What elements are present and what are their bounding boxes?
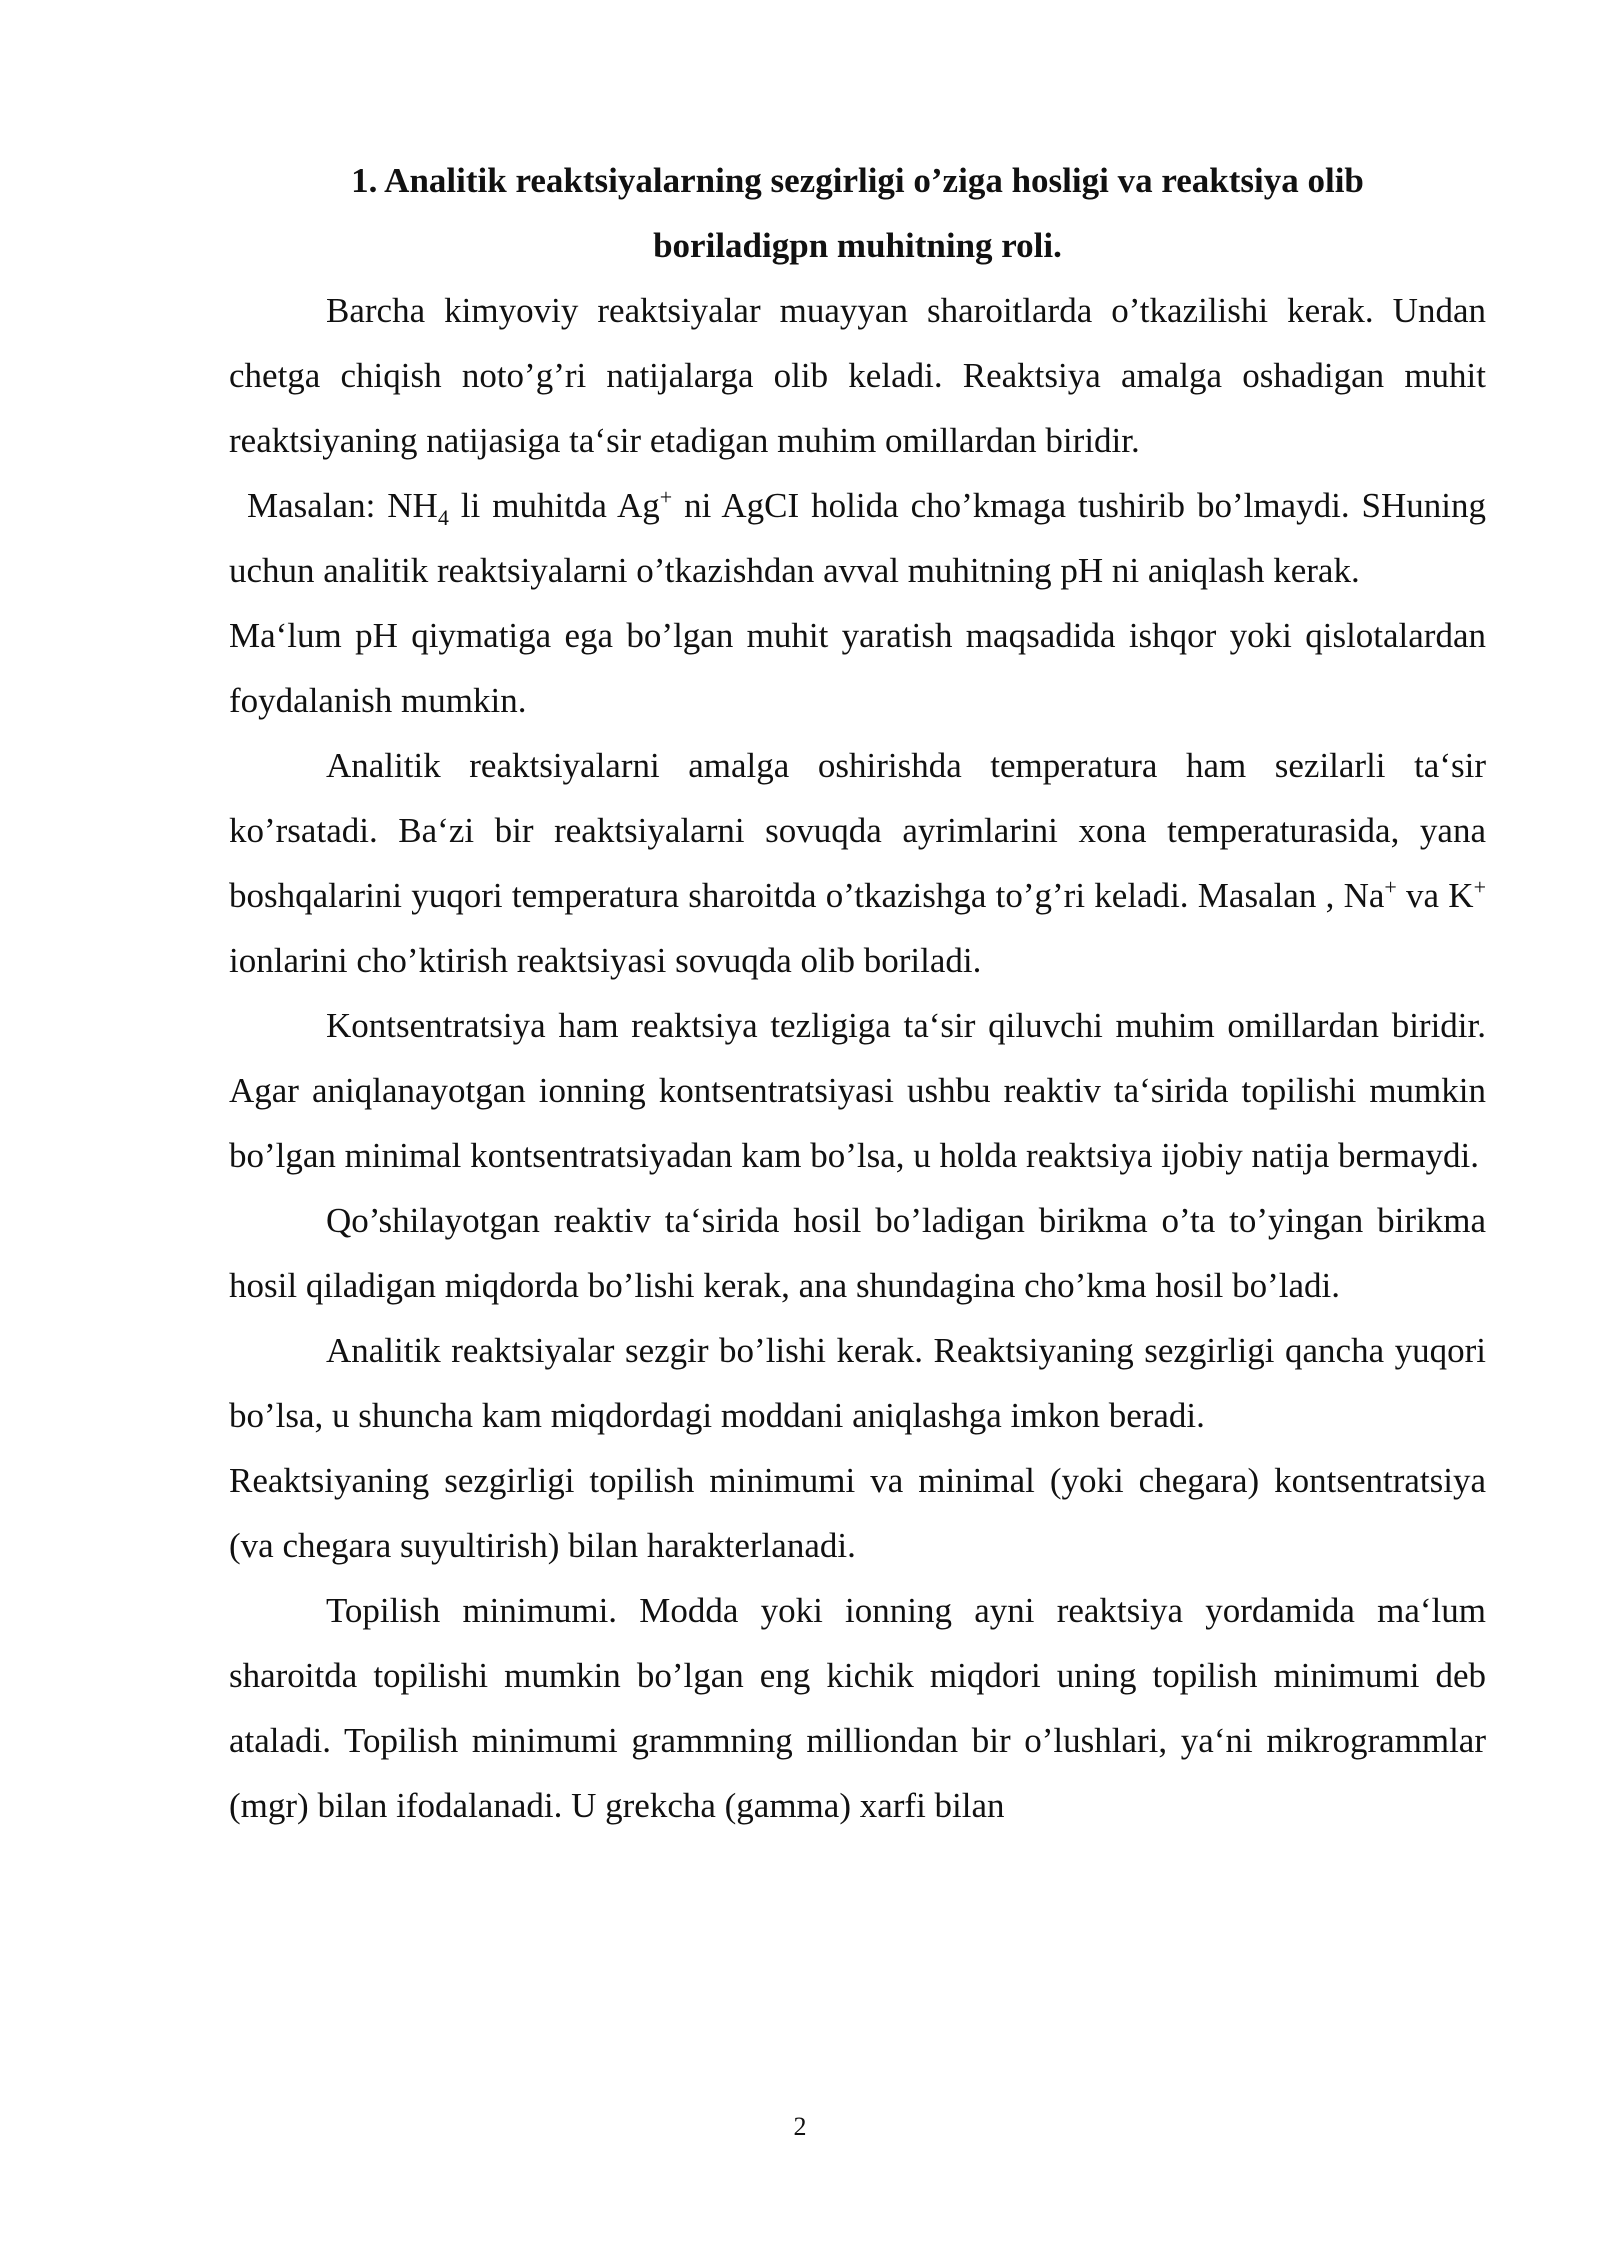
paragraph-9: Topilish minimumi. Modda yoki ionning ayni reaktsiya yordamida ma‘lum sharoitda topilishi mumkin bo’lgan eng kichik miqdori uning topilish minimumi deb ataladi. Topilish minimumi grammning milliondan bir o’lushlari, ya‘ni mikrogrammlar (mgr) bilan ifodalanadi. U grekcha (gamma) xarfi bilan	[229, 1591, 1486, 1825]
paragraph-5: Kontsentratsiya ham reaktsiya tezligiga ta‘sir qiluvchi muhim omillardan biridir. Agar aniqlanayotgan ionning kontsentratsiyasi ushbu reaktiv ta‘sirida topilishi mumkin bo’lgan minimal kontsentratsiyadan kam bo’lsa, u holda reaktsiya ijobiy natija bermaydi.	[229, 1006, 1486, 1175]
paragraph-3: Ma‘lum pH qiymatiga ega bo’lgan muhit yaratish maqsadida ishqor yoki qislotalardan foydalanish mumkin.	[229, 616, 1486, 720]
superscript-plus-k: +	[1473, 874, 1487, 900]
superscript-plus-na: +	[1384, 874, 1397, 900]
paragraph-2-text-a: Masalan: NH	[247, 486, 438, 525]
paragraph-4	[229, 733, 1486, 993]
document-page	[229, 148, 1486, 1838]
paragraph-1: Barcha kimyoviy reaktsiyalar muayyan sharoitlarda o’tkazilishi kerak. Undan chetga chiqish noto’g’ri natijalarga olib keladi. Reaktsiya amalga oshadigan muhit reaktsiyaning natijasiga ta‘sir etadigan muhim omillardan biridir.	[229, 291, 1486, 460]
paragraph-4-text-c: ionlarini cho’ktirish reaktsiyasi sovuqda olib boriladi.	[229, 941, 982, 980]
subscript-4: 4	[437, 505, 449, 530]
document-title-line1: 1. Analitik reaktsiyalarning sezgirligi o’ziga hosligi va reaktsiya olib	[351, 161, 1364, 200]
paragraph-8: Reaktsiyaning sezgirligi topilish minimumi va minimal (yoki chegara) kontsentratsiya (va chegara suyultirish) bilan harakterlanadi.	[229, 1461, 1486, 1565]
paragraph-4-text-a: Analitik reaktsiyalarni amalga oshirishda temperatura ham sezilarli ta‘sir ko’rsatadi. Ba‘zi bir reaktsiyalarni sovuqda ayrimlarini xona temperaturasida, yana boshqalarini yuqori temperatura sharoitda o’tkazishga to’g’ri keladi. Masalan , Na	[229, 746, 1486, 915]
paragraph-2-text-c: ni AgCI holida cho’kmaga tushirib bo’lmaydi. SHuning uchun analitik reaktsiyalarni o’tkazishdan avval muhitning pH ni aniqlash kerak.	[229, 486, 1486, 590]
paragraph-7: Analitik reaktsiyalar sezgir bo’lishi kerak. Reaktsiyaning sezgirligi qancha yuqori bo’lsa, u shuncha kam miqdordagi moddani aniqlashga imkon beradi.	[229, 1331, 1486, 1435]
document-title-line2: boriladigpn muhitning roli.	[653, 226, 1062, 265]
paragraph-6: Qo’shilayotgan reaktiv ta‘sirida hosil bo’ladigan birikma o’ta to’yingan birikma hosil qiladigan miqdorda bo’lishi kerak, ana shundagina cho’kma hosil bo’ladi.	[229, 1201, 1486, 1305]
superscript-plus: +	[659, 484, 673, 510]
page-number: 2	[793, 2112, 807, 2141]
paragraph-4-text-b: va K	[1396, 876, 1474, 915]
paragraph-2	[229, 473, 1486, 603]
paragraph-2-text-b: li muhitda Ag	[448, 486, 660, 525]
